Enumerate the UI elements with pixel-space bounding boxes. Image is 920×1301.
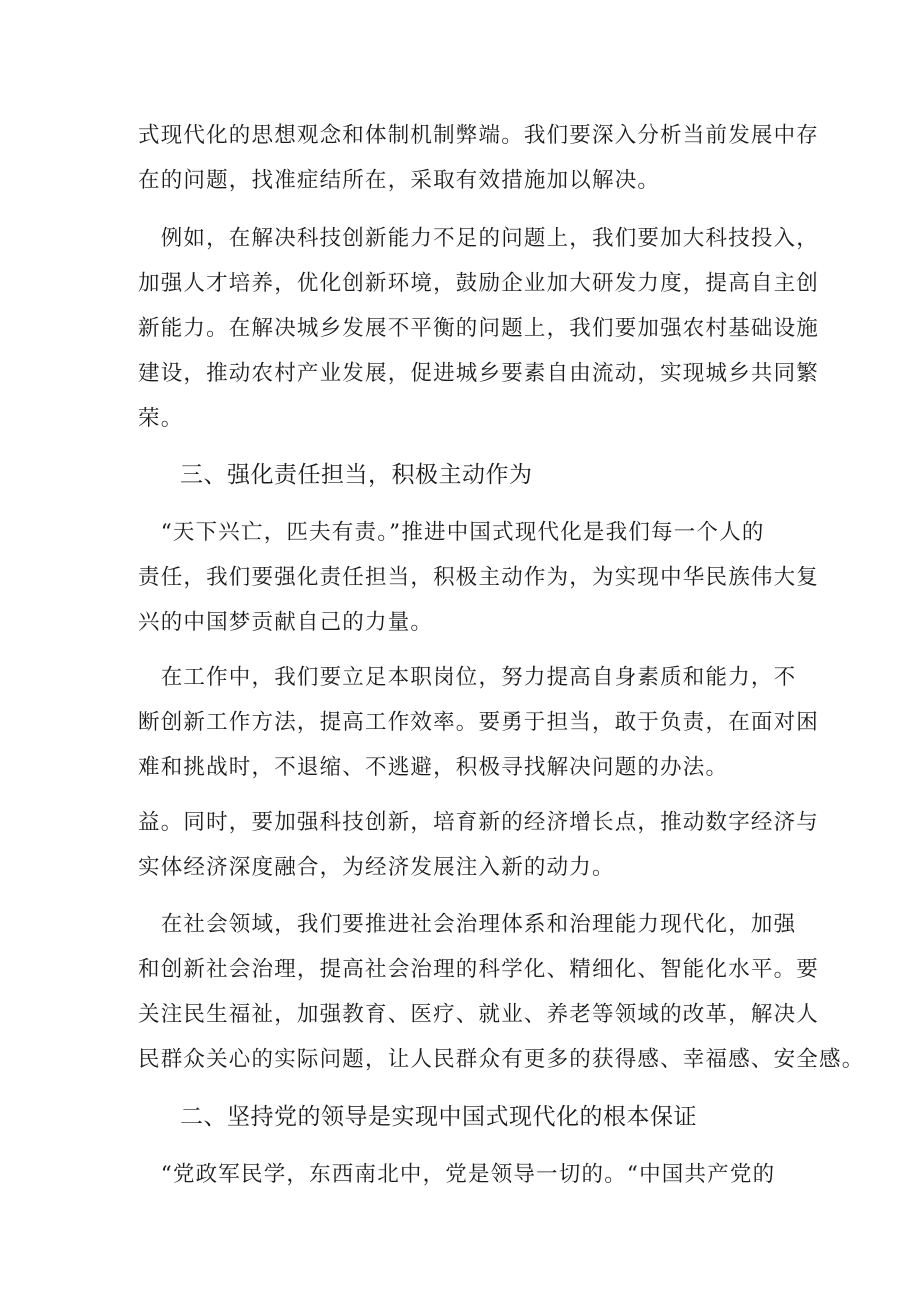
text-line: 民群众关心的实际问题，让人民群众有更多的获得感、幸福感、安全感。 [138, 1047, 865, 1072]
text-line: 兴的中国梦贡献自己的力量。 [138, 610, 434, 635]
text-line: 实体经济深度融合，为经济发展注入新的动力。 [138, 855, 615, 880]
paragraph [138, 1152, 798, 1197]
section-heading: 三、强化责任担当，积极主动作为 [180, 462, 533, 488]
text-line: “党政军民学，东西南北中，党是领导一切的。“中国共产党的 [138, 1162, 776, 1187]
section-heading: 二、坚持党的领导是实现中国式现代化的根本保证 [180, 1104, 697, 1130]
text-line: “天下兴亡，匹夫有责。”推进中国式现代化是我们每一个人的 [138, 520, 765, 545]
text-line: 在工作中，我们要立足本职岗位，努力提高自身素质和能力，不 [138, 665, 797, 690]
paragraph [138, 655, 820, 790]
text-line: 益。同时，要加强科技创新，培育新的经济增长点，推动数字经济与 [138, 810, 820, 835]
text-line: 建设，推动农村产业发展，促进城乡要素自由流动，实现城乡共同繁 [138, 361, 820, 386]
paragraph [138, 113, 820, 203]
text-line: 难和挑战时，不退缩、不逃避，积极寻找解决问题的办法。 [138, 755, 729, 780]
text-line: 在的问题，找准症结所在，采取有效措施加以解决。 [138, 168, 661, 193]
text-line: 责任，我们要强化责任担当，积极主动作为，为实现中华民族伟大复 [138, 565, 820, 590]
text-line: 例如，在解决科技创新能力不足的问题上，我们要加大科技投入， [138, 226, 820, 251]
text-line: 关注民生福祉，加强教育、医疗、就业、养老等领域的改革，解决人 [138, 1002, 820, 1027]
text-line: 断创新工作方法，提高工作效率。要勇于担当，敢于负责，在面对困 [138, 710, 820, 735]
paragraph [138, 800, 820, 890]
paragraph [138, 216, 820, 441]
text-line: 和创新社会治理，提高社会治理的科学化、精细化、智能化水平。要 [138, 957, 820, 982]
paragraph [138, 510, 820, 645]
text-line: 加强人才培养，优化创新环境，鼓励企业加大研发力度，提高自主创 [138, 271, 820, 296]
text-line: 荣。 [138, 406, 184, 431]
text-line: 在社会领域，我们要推进社会治理体系和治理能力现代化，加强 [138, 912, 797, 937]
text-line: 新能力。在解决城乡发展不平衡的问题上，我们要加强农村基础设施 [138, 316, 820, 341]
text-line: 式现代化的思想观念和体制机制弊端。我们要深入分析当前发展中存 [138, 123, 820, 148]
paragraph [138, 902, 865, 1082]
